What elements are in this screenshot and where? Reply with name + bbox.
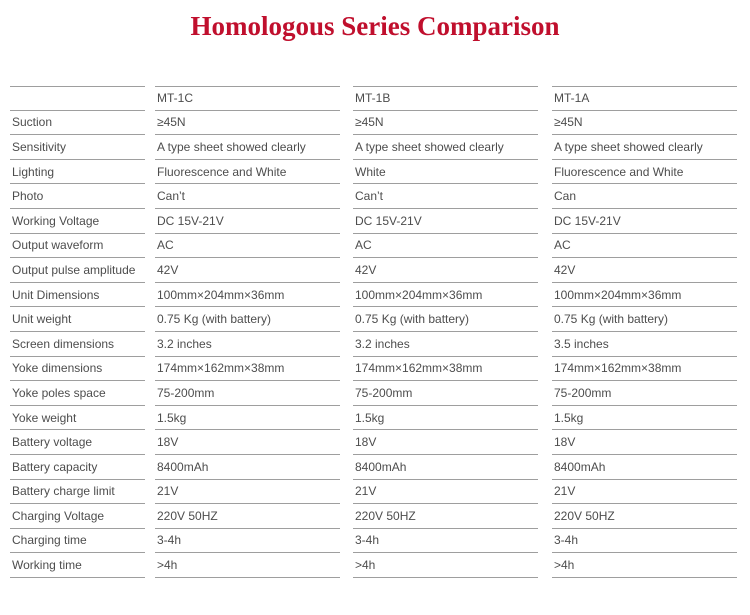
- table-cell: 220V 50HZ: [552, 504, 737, 529]
- table-cell: 174mm×162mm×38mm: [155, 357, 340, 382]
- table-cell: 18V: [155, 430, 340, 455]
- row-label: Battery capacity: [10, 455, 145, 480]
- table-row: [10, 258, 737, 283]
- table-cell: 42V: [552, 258, 737, 283]
- row-label: Sensitivity: [10, 135, 145, 160]
- table-row: [10, 283, 737, 308]
- table-cell: A type sheet showed clearly: [552, 135, 737, 160]
- table-cell: DC 15V-21V: [353, 209, 538, 234]
- table-row: [10, 455, 737, 480]
- table-cell: 75-200mm: [155, 381, 340, 406]
- table-cell: 0.75 Kg (with battery): [353, 307, 538, 332]
- header-blank: [10, 86, 145, 111]
- header-mt-1a: MT-1A: [552, 86, 737, 111]
- table-cell: 8400mAh: [353, 455, 538, 480]
- table-cell: A type sheet showed clearly: [155, 135, 340, 160]
- table-cell: 0.75 Kg (with battery): [155, 307, 340, 332]
- table-cell: 75-200mm: [552, 381, 737, 406]
- row-label: Photo: [10, 184, 145, 209]
- row-label: Working time: [10, 553, 145, 578]
- table-cell: >4h: [155, 553, 340, 578]
- table-row: [10, 135, 737, 160]
- comparison-table: [10, 86, 737, 578]
- table-cell: 100mm×204mm×36mm: [353, 283, 538, 308]
- table-cell: DC 15V-21V: [552, 209, 737, 234]
- table-cell: 1.5kg: [155, 406, 340, 431]
- table-cell: 3-4h: [155, 529, 340, 554]
- table-row: [10, 307, 737, 332]
- table-cell: ≥45N: [353, 111, 538, 136]
- table-row: [10, 529, 737, 554]
- table-row: [10, 381, 737, 406]
- table-row: [10, 430, 737, 455]
- table-cell: 3-4h: [353, 529, 538, 554]
- table-cell: 3-4h: [552, 529, 737, 554]
- row-label: Suction: [10, 111, 145, 136]
- table-cell: 220V 50HZ: [353, 504, 538, 529]
- table-cell: 3.2 inches: [353, 332, 538, 357]
- row-label: Output pulse amplitude: [10, 258, 145, 283]
- table-row: [10, 209, 737, 234]
- table-cell: Fluorescence and White: [155, 160, 340, 185]
- table-row: [10, 234, 737, 259]
- table-cell: 3.5 inches: [552, 332, 737, 357]
- table-row: [10, 406, 737, 431]
- table-cell: 1.5kg: [353, 406, 538, 431]
- table-cell: 100mm×204mm×36mm: [155, 283, 340, 308]
- row-label: Lighting: [10, 160, 145, 185]
- table-row: [10, 160, 737, 185]
- row-label: Charging Voltage: [10, 504, 145, 529]
- table-cell: 174mm×162mm×38mm: [353, 357, 538, 382]
- row-label: Yoke weight: [10, 406, 145, 431]
- table-header-row: [10, 86, 737, 111]
- table-cell: 75-200mm: [353, 381, 538, 406]
- table-cell: ≥45N: [552, 111, 737, 136]
- table-cell: Can: [552, 184, 737, 209]
- table-cell: 1.5kg: [552, 406, 737, 431]
- table-row: [10, 553, 737, 578]
- table-cell: 174mm×162mm×38mm: [552, 357, 737, 382]
- row-label: Unit weight: [10, 307, 145, 332]
- row-label: Unit Dimensions: [10, 283, 145, 308]
- table-cell: 3.2 inches: [155, 332, 340, 357]
- table-cell: >4h: [552, 553, 737, 578]
- table-cell: 220V 50HZ: [155, 504, 340, 529]
- table-cell: 8400mAh: [552, 455, 737, 480]
- row-label: Output waveform: [10, 234, 145, 259]
- table-cell: 18V: [353, 430, 538, 455]
- page-title: Homologous Series Comparison: [190, 11, 560, 41]
- row-label: Working Voltage: [10, 209, 145, 234]
- table-cell: 42V: [155, 258, 340, 283]
- table-cell: 21V: [552, 480, 737, 505]
- header-mt-1b: MT-1B: [353, 86, 538, 111]
- table-cell: Can’t: [353, 184, 538, 209]
- table-row: [10, 480, 737, 505]
- table-cell: 100mm×204mm×36mm: [552, 283, 737, 308]
- table-cell: 21V: [353, 480, 538, 505]
- table-cell: 0.75 Kg (with battery): [552, 307, 737, 332]
- table-cell: 8400mAh: [155, 455, 340, 480]
- row-label: Yoke poles space: [10, 381, 145, 406]
- table-row: [10, 184, 737, 209]
- row-label: Charging time: [10, 529, 145, 554]
- table-cell: AC: [353, 234, 538, 259]
- table-cell: A type sheet showed clearly: [353, 135, 538, 160]
- table-row: [10, 332, 737, 357]
- row-label: Yoke dimensions: [10, 357, 145, 382]
- table-row: [10, 504, 737, 529]
- table-cell: >4h: [353, 553, 538, 578]
- table-row: [10, 357, 737, 382]
- table-cell: Fluorescence and White: [552, 160, 737, 185]
- table-cell: AC: [552, 234, 737, 259]
- header-mt-1c: MT-1C: [155, 86, 340, 111]
- table-cell: 42V: [353, 258, 538, 283]
- table-cell: 21V: [155, 480, 340, 505]
- table-cell: 18V: [552, 430, 737, 455]
- table-cell: AC: [155, 234, 340, 259]
- table-cell: DC 15V-21V: [155, 209, 340, 234]
- table-cell: White: [353, 160, 538, 185]
- row-label: Battery voltage: [10, 430, 145, 455]
- table-cell: ≥45N: [155, 111, 340, 136]
- row-label: Battery charge limit: [10, 480, 145, 505]
- table-row: [10, 111, 737, 136]
- row-label: Screen dimensions: [10, 332, 145, 357]
- table-cell: Can’t: [155, 184, 340, 209]
